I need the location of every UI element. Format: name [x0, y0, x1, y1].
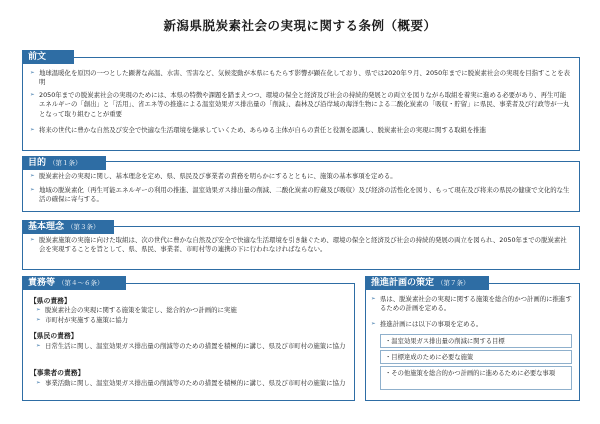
- purpose-item: ➢ 地域の脱炭素化（再生可能エネルギーの利用の推進、温室効果ガス排出量の削減、二酸化炭素の貯蔵及び吸収）及び経済の活性化を図り、もって現在及び将来の県民の健康で文化的な生活の確保に寄与する。: [30, 186, 570, 204]
- duties-item: ➢ 事業活動に関し、温室効果ガス排出量の削減等のための措置を積極的に講じ、県及び市町村の施策に協力: [36, 379, 346, 387]
- plan-box-text: ・目標達成のために必要な施策: [385, 354, 474, 361]
- purpose-label: 目的: [28, 158, 47, 168]
- plan-box: [380, 366, 572, 390]
- purpose-tab: [22, 156, 106, 170]
- principle-label: 基本理念: [28, 222, 65, 232]
- bullet-icon: ➢: [371, 321, 376, 327]
- duties-item: ➢ 日常生活に関し、温室効果ガス排出量の削減等のための措置を積極的に講じ、県及び市町村の施策に協力: [36, 342, 346, 350]
- bullet-icon: ➢: [30, 127, 35, 133]
- bullet-icon: ➢: [30, 70, 35, 76]
- duties-label: 責務等: [28, 278, 56, 288]
- preamble-tab: [22, 50, 74, 64]
- preamble-item: ➢ 地球温暖化を原因の一つとした顕著な高温、水害、雪害など、気候変動が本県にもたらす影響が顕在化しており、県では2020年９月、2050年までに脱炭素社会の実現を目指すことを表明: [30, 69, 570, 87]
- duties-group-heading: 【県の責務】: [30, 297, 71, 305]
- page-title: 新潟県脱炭素社会の実現に関する条例（概要）: [163, 18, 437, 33]
- bullet-icon: ➢: [36, 380, 41, 386]
- plan-box-text: ・温室効果ガス排出量の削減に関する目標: [385, 338, 505, 345]
- duties-tab: [22, 276, 126, 290]
- preamble-item: ➢ 2050年までの脱炭素社会の実現のためには、本県の特徴や課題を踏まえつつ、環境の保全と経済及び社会の持続的発展との両立を図りながら取組を着実に進める必要があり、再生可能エネルギーの「創出」と「活用」、省エネ等の推進による温室効果ガス排出量の「削減」、森林及び沿岸域の海洋生物による二酸化炭素の「吸収・貯留」に県民、事業者及び行政等が一丸となって取り組むことが重要: [30, 91, 570, 118]
- bullet-icon: ➢: [30, 173, 35, 179]
- duties-item: ➢ 脱炭素社会の実現に関する施策を策定し、総合的かつ計画的に実施: [36, 306, 237, 314]
- preamble-label: 前文: [28, 52, 47, 62]
- plan-item: ➢ 推進計画には以下の事項を定める。: [371, 320, 483, 328]
- principle-article: （第３条）: [67, 223, 100, 231]
- plan-tab: [365, 276, 489, 290]
- purpose-item: ➢ 脱炭素社会の実現に関し、基本理念を定め、県、県民及び事業者の責務を明らかにするとともに、施策の基本事項を定める。: [30, 172, 397, 180]
- plan-label: 推進計画の策定: [371, 278, 435, 288]
- duties-item: ➢ 市町村が実施する施策に協力: [36, 316, 129, 324]
- plan-item: ➢ 県は、脱炭素社会の実現に関する施策を総合的かつ計画的に推進するための計画を定める。: [371, 295, 572, 313]
- duties-article: （第４～６条）: [58, 279, 104, 287]
- preamble-item: ➢ 将来の世代に豊かな自然及び安全で快適な生活環境を継承していくため、あらゆる主体が自らの責任と役割を認識し、脱炭素社会の実現に関する取組を推進: [30, 126, 487, 134]
- principle-item: ➢ 脱炭素施策の実施に向けた取組は、次の世代に豊かな自然及び安全で快適な生活環境を引き継ぐため、環境の保全と経済及び社会の持続的発展の両立を図られ、2050年までの脱炭素社会を実現することを旨として、県、県民、事業者、市町村等の連携の下に行われなければならない。: [30, 236, 567, 254]
- bullet-icon: ➢: [36, 307, 41, 313]
- duties-group-heading: 【事業者の責務】: [30, 369, 85, 377]
- duties-group-heading: 【県民の責務】: [30, 332, 78, 340]
- bullet-icon: ➢: [30, 237, 35, 243]
- principle-tab: [22, 220, 114, 234]
- plan-article: （第７条）: [437, 279, 470, 287]
- bullet-icon: ➢: [36, 317, 41, 323]
- plan-box: [380, 334, 572, 348]
- bullet-icon: ➢: [36, 343, 41, 349]
- bullet-icon: ➢: [371, 296, 376, 302]
- bullet-icon: ➢: [30, 92, 35, 98]
- plan-box-text: ・その他施策を総合的かつ計画的に進めるために必要な事項: [385, 370, 556, 377]
- bullet-icon: ➢: [30, 187, 35, 193]
- plan-box: [380, 350, 572, 364]
- purpose-article: （第１条）: [49, 159, 82, 167]
